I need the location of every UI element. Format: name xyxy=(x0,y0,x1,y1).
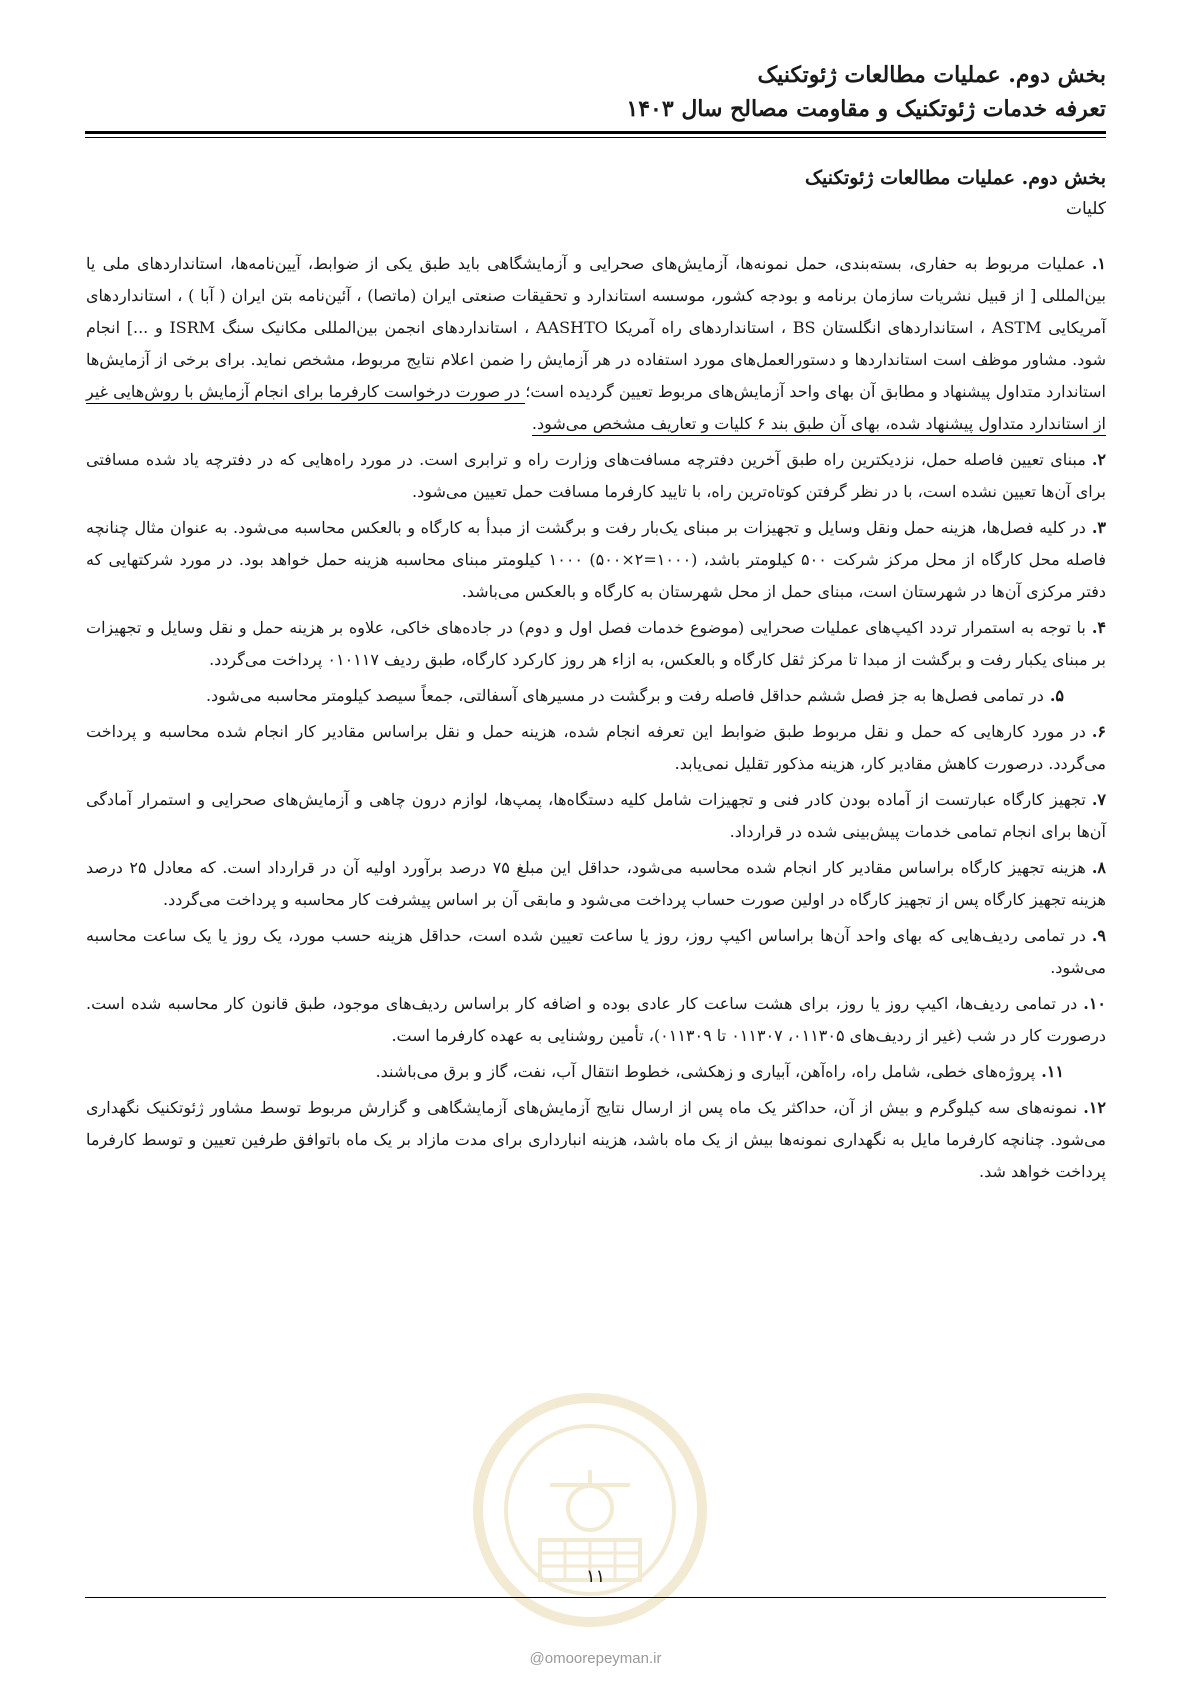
item-text: با توجه به استمرار تردد اکیپ‌های عملیات صحرایی (موضوع خدمات فصل اول و دوم) در جاده‌های خاکی، علاوه بر هزینه حمل و نقل وسایل و تجهیزات بر مبنای یکبار رفت و برگشت از مبدا تا مرکز ثقل کارگاه و بالعکس، به ازاء هر روز کارکرد کارگاه، طبق ردیف ۰۱۰۱۱۷ پرداخت می‌گردد. xyxy=(86,618,1106,669)
list-item xyxy=(86,988,1106,1052)
header-rule-thick xyxy=(85,131,1106,134)
item-text: هزینه تجهیز کارگاه براساس مقادیر کار انجام شده محاسبه می‌شود، حداقل این مبلغ ۷۵ درصد برآورد اولیه آن در قرارداد است. که معادل ۲۵ درصد هزینه تجهیز کارگاه پس از تجهیز کارگاه در اولین صورت حساب پرداخت می‌شود و مابقی آن بر اساس پیشرفت کار محاسبه و پرداخت می‌گردد. xyxy=(86,858,1106,909)
list-item xyxy=(86,716,1106,780)
item-number: ۳. xyxy=(1091,518,1106,537)
item-number: ۱۰. xyxy=(1083,994,1106,1013)
list-item xyxy=(86,512,1106,608)
list-item xyxy=(86,444,1106,508)
item-text: مبنای تعیین فاصله حمل، نزدیکترین راه طبق آخرین دفترچه مسافت‌های وزارت راه و ترابری است. در مورد راه‌هایی که در دفترچه یاد شده مسافتی برای آن‌ها تعیین نشده است، با در نظر گرفتن کوتاه‌ترین راه، با تایید کارفرما مسافت حمل تعیین می‌شود. xyxy=(86,450,1106,501)
item-number: ۸. xyxy=(1091,858,1106,877)
watermark-text: @omoorepeyman.ir xyxy=(529,1650,662,1667)
page-header xyxy=(86,58,1106,126)
item-text: نمونه‌های سه کیلوگرم و بیش از آن، حداکثر یک ماه پس از ارسال نتایج آزمایش‌های آزمایشگاهی و گزارش مربوط توسط مشاور ژئوتکنیک نگهداری می‌شود. چنانچه کارفرما مایل به نگهداری نمونه‌ها بیش از یک ماه باشد، هزینه انبارداری برای مدت مازاد بر یک ماه باتوافق طرفین تعیین و توسط کارفرما پرداخت خواهد شد. xyxy=(86,1098,1106,1181)
item-number: ۴. xyxy=(1091,618,1106,637)
item-number: ۷. xyxy=(1091,790,1106,809)
list-item xyxy=(86,680,1106,712)
item-number: ۱. xyxy=(1091,254,1106,273)
list-item xyxy=(86,248,1106,440)
header-document-title: تعرفه خدمات ژئوتکنیک و مقاومت مصالح سال ۱۴۰۳ xyxy=(626,96,1106,122)
item-number: ۱۲. xyxy=(1083,1098,1106,1117)
list-item xyxy=(86,612,1106,676)
item-text: در کلیه فصل‌ها، هزینه حمل ونقل وسایل و تجهیزات بر مبنای یک‌بار رفت و برگشت از مبدأ به کارگاه و بالعکس محاسبه می‌شود. به عنوان مثال چنانچه فاصله محل کارگاه از محل مرکز شرکت ۵۰۰ کیلومتر باشد، (۱۰۰۰=۲×۵۰۰) ۱۰۰۰ کیلومتر مبنای محاسبه هزینه حمل خواهد بود. در مورد شرکتهایی که دفتر مرکزی آن‌ها در شهرستان است، مبنای حمل از محل شهرستان به کارگاه و بالعکس می‌باشد. xyxy=(86,518,1107,601)
list-item xyxy=(86,1092,1106,1188)
item-text: پروژه‌های خطی، شامل راه، راه‌آهن، آبیاری و زهکشی، خطوط انتقال آب، نفت، گاز و برق می‌باشند. xyxy=(375,1062,1036,1081)
seal-watermark-icon xyxy=(470,1390,710,1630)
list-item xyxy=(86,784,1106,848)
item-number: ۶. xyxy=(1091,722,1106,741)
item-text: در تمامی ردیف‌ها، اکیپ روز یا روز، برای هشت ساعت کار عادی بوده و اضافه کار براساس ردیف‌های موجود، طبق قانون کار محاسبه شده است. درصورت کار در شب (غیر از ردیف‌های ۰۱۱۳۰۵، ۰۱۱۳۰۷ تا ۰۱۱۳۰۹)، تأمین روشنایی به عهده کارفرما است. xyxy=(86,994,1106,1045)
item-text: در تمامی فصل‌ها به جز فصل ششم حداقل فاصله رفت و برگشت در مسیرهای آسفالتی، جمعاً سیصد کیلومتر محاسبه می‌شود. xyxy=(205,686,1044,705)
list-item xyxy=(86,920,1106,984)
item-text: تجهیز کارگاه عبارتست از آماده بودن کادر فنی و تجهیزات شامل کلیه دستگاه‌ها، پمپ‌ها، لوازم درون چاهی و آزمایش‌های صحرایی و استمرار آمادگی آن‌ها برای انجام تمامی خدمات پیش‌بینی شده در قرارداد. xyxy=(86,790,1106,841)
item-number: ۲. xyxy=(1091,450,1106,469)
item-text: در مورد کارهایی که حمل و نقل مربوط طبق ضوابط این تعرفه انجام شده، هزینه حمل و نقل براساس مقادیر کار انجام شده محاسبه و پرداخت می‌گردد. درصورت کاهش مقادیر کار، هزینه مذکور تقلیل نمی‌یابد. xyxy=(86,722,1106,773)
item-number: ۵. xyxy=(1049,686,1064,705)
footer-rule xyxy=(85,1597,1106,1598)
item-number: ۹. xyxy=(1091,926,1106,945)
list-item xyxy=(86,1056,1106,1088)
item-text: در تمامی ردیف‌هایی که بهای واحد آن‌ها براساس اکیپ روز، روز یا ساعت تعیین شده است، حداقل هزینه حسب مورد، یک روز یا یک ساعت محاسبه می‌شود. xyxy=(86,926,1106,977)
section-title: بخش دوم. عملیات مطالعات ژئوتکنیک xyxy=(805,167,1106,189)
item-number: ۱۱. xyxy=(1041,1062,1064,1081)
page-content xyxy=(86,162,1106,1192)
page-number: ۱۱ xyxy=(585,1566,606,1587)
item-text: عملیات مربوط به حفاری، بسته‌بندی، حمل نمونه‌ها، آزمایش‌های صحرایی و آزمایشگاهی باید طبق یکی از ضوابط، آیین‌نامه‌ها، استانداردهای ملی یا بین‌المللی [ از قبیل نشریات سازمان برنامه و بودجه کشور، موسسه استاندارد و تحقیقات صنعتی ایران (ماتصا) ، آئین‌نامه بتن ایران ( آبا ) ، استانداردهای آمریکایی ASTM ، استانداردهای انگلستان BS ، استانداردهای راه آمریکا AASHTO ، استانداردهای انجمن بین‌المللی مکانیک سنگ ISRM و ...] انجام شود. مشاور موظف است استانداردها و دستورالعمل‌های مورد استفاده در هر آزمایش را ضمن اعلام نتایج مربوط، مشخص نماید. برای برخی از آزمایش‌ها استاندارد متداول پیشنهاد و مطابق آن بهای واحد آزمایش‌های مربوط تعیین گردیده است؛ xyxy=(86,254,1106,401)
header-rule-thin xyxy=(85,137,1106,138)
item-text-underlined: در صورت درخواست کارفرما برای انجام آزمایش با روش‌هایی غیر از استاندارد متداول پیشنهاد شده، بهای آن طبق بند ۶ کلیات و تعاریف مشخص می‌شود. xyxy=(86,382,1106,436)
section-subtitle: کلیات xyxy=(1065,199,1106,219)
header-part-title: بخش دوم. عملیات مطالعات ژئوتکنیک xyxy=(757,62,1106,88)
list-item xyxy=(86,852,1106,916)
